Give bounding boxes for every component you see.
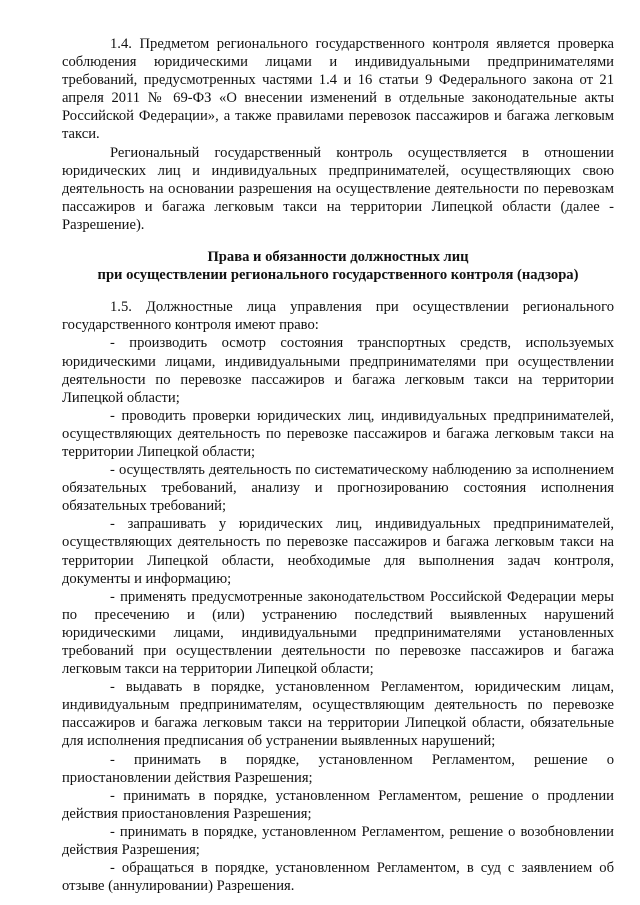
list-item-court-revocation: - обращаться в порядке, установленном Регламентом, в суд с заявлением об отзыве (аннулировании) Разрешения.	[62, 860, 614, 895]
list-item-inspect-vehicles: - производить осмотр состояния транспортных средств, используемых юридическими лицами, индивидуальными предпринимателями при осуществлении деятельности по перевозке пассажиров и багажа легковым такси на территории Липецкой области;	[62, 335, 614, 406]
list-item-extend-suspension: - принимать в порядке, установленном Регламентом, решение о продлении действия приостановления Разрешения;	[62, 787, 614, 822]
paragraph-scope: Региональный государственный контроль осуществляется в отношении юридических лиц и индивидуальных предпринимателей, осуществляющих свою деятельность на основании разрешения на осуществление деятельности по перевозкам пассажиров и багажа легковым такси на территории Липецкой области (далее - Разрешение).	[62, 144, 614, 233]
paragraph-1-5-intro: 1.5. Должностные лица управления при осуществлении регионального государственного контроля имеют право:	[62, 299, 614, 334]
section-heading-line-2: при осуществлении регионального государственного контроля (надзора)	[97, 267, 579, 284]
list-item-apply-measures: - применять предусмотренные законодательством Российской Федерации меры по пресечению и (или) устранению последствий выявленных нарушений юридическими лицами, индивидуальными предпринимателями установленных требований при осуществлении деятельности по перевозке пассажиров и багажа легковым такси на территории Липецкой области;	[62, 588, 614, 678]
section-heading-line-1: Права и обязанности должностных лиц	[207, 249, 469, 266]
list-item-issue-orders: - выдавать в порядке, установленном Регламентом, юридическим лицам, индивидуальным предпринимателям, осуществляющим деятельность по перевозке пассажиров и багажа легковым такси на территории Липецкой области, обязательные для исполнения предписания об устранении выявленных нарушений;	[62, 679, 614, 750]
list-item-suspend-permit: - принимать в порядке, установленном Регламентом, решение о приостановлении действия Разрешения;	[62, 751, 614, 786]
list-item-request-documents: - запрашивать у юридических лиц, индивидуальных предпринимателей, осуществляющих деятельность по перевозке пассажиров и багажа легковым такси на территории Липецкой области, необходимые для выполнения задач контроля, документы и информацию;	[62, 516, 614, 587]
document-page	[62, 35, 614, 895]
list-item-systematic-observation: - осуществлять деятельность по систематическому наблюдению за исполнением обязательных требований, анализу и прогнозированию состояния исполнения обязательных требований;	[62, 462, 614, 515]
section-heading	[62, 248, 614, 284]
list-item-resume-permit: - принимать в порядке, установленном Регламентом, решение о возобновлении действия Разрешения;	[62, 823, 614, 859]
paragraph-1-4: 1.4. Предметом регионального государственного контроля является проверка соблюдения юридическими лицами и индивидуальными предпринимателями требований, предусмотренных частями 1.4 и 16 статьи 9 Федерального закона от 21 апреля 2011 № 69-ФЗ «О внесении изменений в отдельные законодательные акты Российской Федерации», а также правилами перевозок пассажиров и багажа легковым такси.	[62, 36, 614, 143]
list-item-conduct-inspections: - проводить проверки юридических лиц, индивидуальных предпринимателей, осуществляющих деятельность по перевозке пассажиров и багажа легковым такси на территории Липецкой области;	[62, 407, 614, 460]
